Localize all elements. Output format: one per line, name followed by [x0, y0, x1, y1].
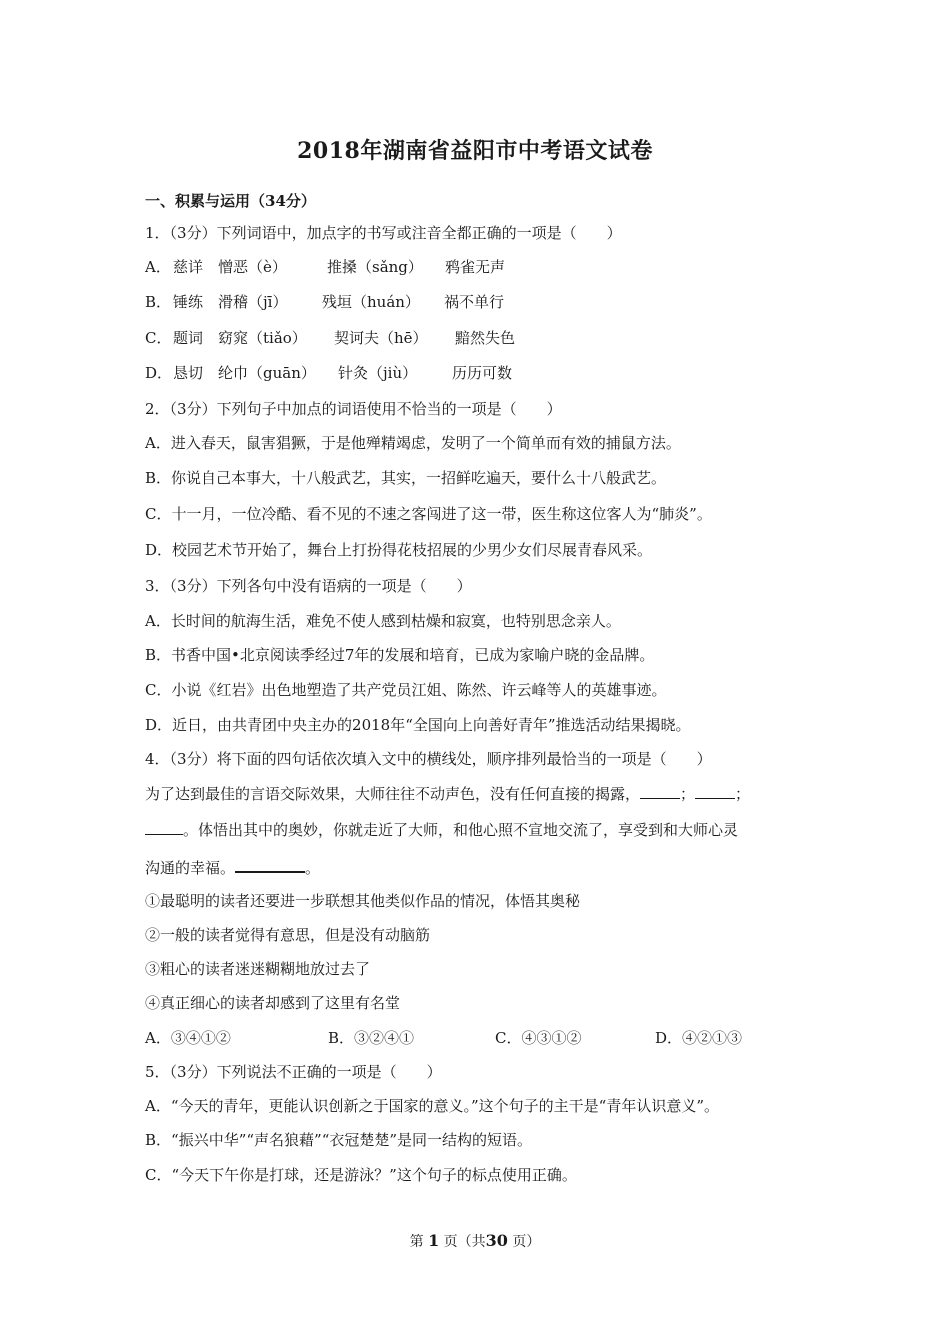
- choice-a: A．③④①②: [145, 1029, 231, 1047]
- option-label: D．: [145, 364, 173, 382]
- q4-item-2: ②一般的读者觉得有意思，但是没有动脑筋: [145, 926, 431, 944]
- option-label: B．: [145, 293, 172, 311]
- question-5-stem: 5．（3分）下列说法不正确的一项是（ ）: [145, 1063, 442, 1081]
- footer-middle: 页（共: [443, 1234, 486, 1250]
- passage-text: 。体悟出其中的奥妙，你就走近了大师，和他心照不宣地交流了，享受到和大师心灵: [183, 821, 739, 839]
- option-word-3: 祸不单行: [444, 293, 505, 311]
- option-word-2: 契诃夫（hē）: [334, 329, 428, 347]
- q4-passage-line-3: [145, 857, 320, 878]
- option-word-2: 针灸（jiù）: [338, 364, 418, 382]
- q4-passage-line-1: [145, 784, 750, 804]
- passage-text: 为了达到最佳的言语交际效果，大师往往不动声色，没有任何直接的揭露，: [145, 785, 641, 803]
- q4-item-1: ①最聪明的读者还要进一步联想其他类似作品的情况，体悟其奥秘: [145, 892, 581, 910]
- q5-option-b: B．“振兴中华”“声名狼藉”“衣冠楚楚”是同一结构的短语。: [145, 1131, 533, 1149]
- option-word-3: 黯然失色: [455, 329, 516, 347]
- q3-option-c: C．小说《红岩》出色地塑造了共产党员江姐、陈然、许云峰等人的英雄事迹。: [145, 681, 667, 699]
- option-word-1: 锤练 滑稽（jī）: [173, 293, 288, 311]
- q4-item-4: ④真正细心的读者却感到了这里有名堂: [145, 994, 401, 1012]
- passage-end: 。: [305, 859, 321, 877]
- option-label: A．: [145, 258, 171, 276]
- fill-blank-1: [640, 784, 680, 799]
- footer-suffix: 页）: [512, 1234, 541, 1250]
- footer-prefix: 第: [409, 1234, 424, 1250]
- question-2-stem: 2．（3分）下列句子中加点的词语使用不恰当的一项是（ ）: [145, 400, 562, 418]
- choice-c: C．④③①②: [495, 1029, 582, 1047]
- passage-separator: ；: [680, 785, 696, 803]
- fill-blank-2: [695, 784, 735, 799]
- section-heading: 一、积累与运用（34分）: [145, 192, 316, 210]
- option-word-1: 慈详 憎恶（è）: [173, 258, 287, 276]
- q3-option-b: B．书香中国•北京阅读季经过7年的发展和培育，已成为家喻户晓的金品牌。: [145, 646, 655, 664]
- choice-d: D．④②①③: [655, 1029, 743, 1047]
- total-pages: 30: [485, 1231, 508, 1250]
- q2-option-c: C．十一月，一位冷酷、看不见的不速之客闯进了这一带，医生称这位客人为“肺炎”。: [145, 505, 712, 523]
- question-4-stem: 4．（3分）将下面的四句话依次填入文中的横线处，顺序排列最恰当的一项是（ ）: [145, 750, 712, 768]
- q2-option-a: A．进入春天，鼠害猖獗，于是他殚精竭虑，发明了一个简单而有效的捕鼠方法。: [145, 434, 681, 452]
- q3-option-d: D．近日，由共青团中央主办的2018年“全国向上向善好青年”推选活动结果揭晓。: [145, 716, 691, 734]
- option-word-1: 恳切 纶巾（guān）: [173, 364, 316, 382]
- option-word-1: 题词 窈窕（tiǎo）: [173, 329, 307, 347]
- q4-passage-line-2: [145, 820, 738, 840]
- page-number: 1: [428, 1231, 440, 1250]
- passage-separator: ；: [735, 785, 751, 803]
- question-3-stem: 3．（3分）下列各句中没有语病的一项是（ ）: [145, 577, 472, 595]
- q5-option-a: A．“今天的青年，更能认识创新之于国家的意义。”这个句子的主干是“青年认识意义”。: [145, 1097, 720, 1115]
- fill-blank-3: [145, 820, 183, 835]
- option-word-2: 残垣（huán）: [322, 293, 420, 311]
- option-word-3: 历历可数: [452, 364, 513, 382]
- option-word-2: 推搡（sǎng）: [327, 258, 423, 276]
- q4-item-3: ③粗心的读者迷迷糊糊地放过去了: [145, 960, 371, 978]
- option-label: C．: [145, 329, 172, 347]
- question-1-stem: 1．（3分）下列词语中，加点字的书写或注音全都正确的一项是（ ）: [145, 224, 622, 242]
- fill-blank-4: [235, 857, 305, 873]
- document-title: 2018年湖南省益阳市中考语文试卷: [297, 138, 653, 164]
- q5-option-c: C．“今天下午你是打球，还是游泳？”这个句子的标点使用正确。: [145, 1166, 577, 1184]
- q2-option-b: B．你说自己本事大，十八般武艺，其实，一招鲜吃遍天，要什么十八般武艺。: [145, 469, 667, 487]
- q2-option-d: D．校园艺术节开始了，舞台上打扮得花枝招展的少男少女们尽展青春风采。: [145, 541, 653, 559]
- passage-text: 沟通的幸福。: [145, 859, 236, 877]
- option-word-3: 鸦雀无声: [445, 258, 506, 276]
- choice-b: B．③②④①: [328, 1029, 415, 1047]
- q3-option-a: A．长时间的航海生活，难免不使人感到枯燥和寂寞，也特别思念亲人。: [145, 612, 621, 630]
- page-footer: [0, 1231, 950, 1251]
